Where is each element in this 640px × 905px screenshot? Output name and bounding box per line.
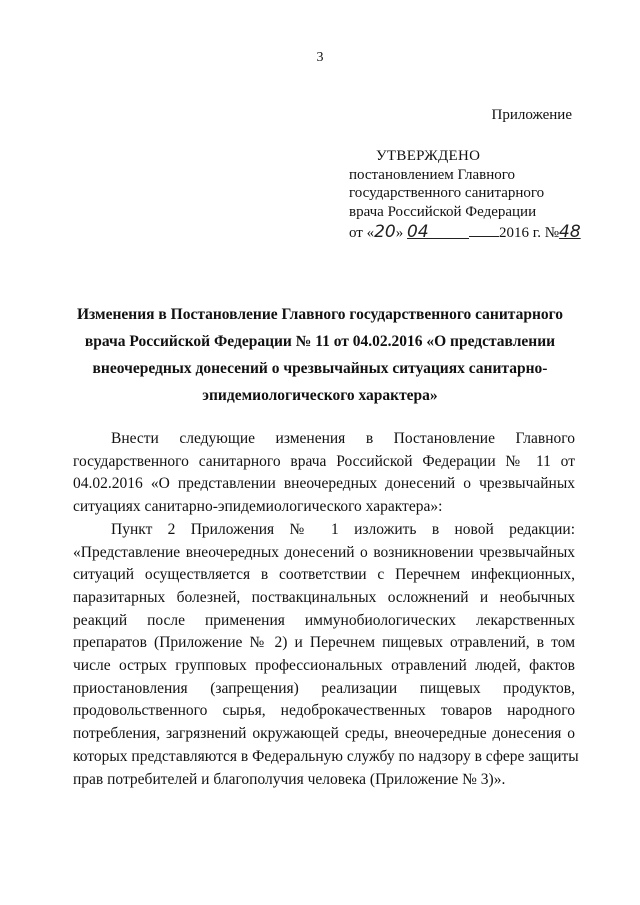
handwritten-month: 04: [407, 222, 429, 242]
approval-line-2: государственного санитарного: [349, 185, 545, 201]
paragraph-2-line: числе острых групповых профессиональных отравлений людей, фактов: [73, 657, 575, 675]
month-blank-tail: [469, 221, 499, 237]
approval-line-3: врача Российской Федерации: [349, 203, 537, 220]
page-number: 3: [316, 50, 324, 65]
paragraph-2-line: прав потребителей и благополучия человека (Приложение № 3)».: [73, 770, 506, 788]
title-line-2: врача Российской Федерации № 11 от 04.02.2016 «О представлении: [84, 333, 556, 350]
document-body: [73, 428, 579, 791]
date-prefix: от «: [349, 225, 375, 241]
approval-date-line: [349, 221, 599, 243]
document-title: [68, 301, 572, 409]
paragraph-new-wording: [73, 519, 579, 791]
paragraph-2-line: продовольственного сырья, недоброкачественных товаров народного: [73, 702, 575, 720]
date-year: 2016 г. №: [499, 225, 560, 241]
paragraph-2-line: Пункт 2 Приложения № 1 изложить в новой редакции:: [111, 520, 575, 538]
paragraph-1-line: ситуациях санитарно-эпидемиологического характера»:: [73, 498, 443, 516]
paragraph-2-line: реакций после применения иммунобиологических лекарственных: [73, 611, 575, 629]
approval-block: [349, 147, 599, 243]
paragraph-2-line: приостановления (запрещения) реализации пищевых продуктов,: [73, 679, 575, 697]
approval-heading: УТВЕРЖДЕНО: [376, 148, 481, 164]
paragraph-2-line: которых представляются в Федеральную службу по надзору в сфере защиты: [73, 747, 579, 765]
paragraph-1-line: 04.02.2016 «О представлении внеочередных донесений о чрезвычайных: [73, 475, 575, 493]
approval-line-1: постановлением Главного: [349, 166, 516, 183]
paragraph-2-line: препаратов (Приложение № 2) и Перечнем пищевых отравлений, в том: [73, 634, 575, 652]
paragraph-introduce-changes: [73, 428, 575, 519]
title-line-1: Изменения в Постановление Главного государственного санитарного: [76, 306, 564, 323]
handwritten-number: 48: [559, 222, 581, 242]
paragraph-1-line: Внести следующие изменения в Постановление Главного: [111, 430, 575, 447]
paragraph-1-line: государственного санитарного врача Российской Федерации № 11 от: [73, 452, 575, 470]
paragraph-2-line: ситуаций осуществляется в соответствии с Перечнем инфекционных,: [73, 566, 575, 584]
date-day-close: »: [395, 225, 404, 241]
title-line-4: эпидемиологического характера»: [202, 387, 438, 404]
paragraph-2-line: «Представление внеочередных донесений о возникновении чрезвычайных: [73, 543, 575, 561]
paragraph-2-line: паразитарных болезней, поствакцинальных осложнений и необычных: [73, 588, 575, 606]
month-blank: [407, 222, 469, 242]
annex-label: Приложение: [491, 107, 572, 123]
handwritten-day: 20: [374, 222, 396, 242]
paragraph-2-line: потребления, загрязнений окружающей среды, внеочередные донесения о: [73, 725, 575, 743]
title-line-3: внеочередных донесений о чрезвычайных ситуациях санитарно-: [92, 360, 548, 377]
